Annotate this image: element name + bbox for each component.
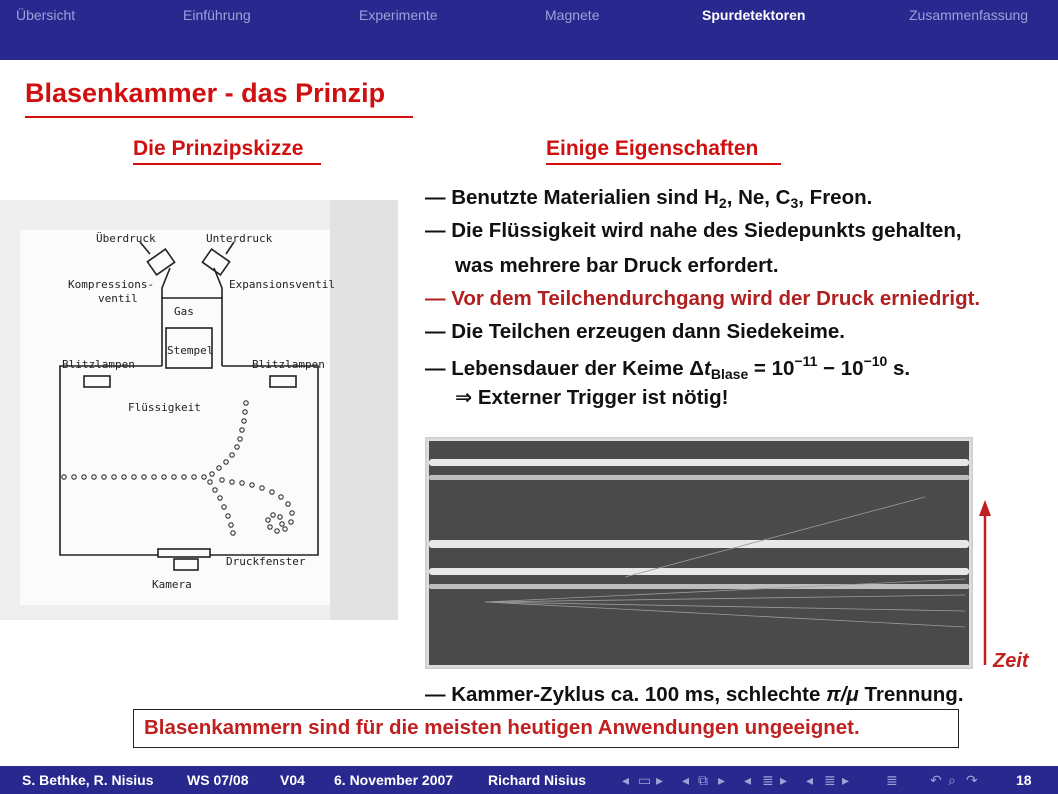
- footer-authors: S. Bethke, R. Nisius: [22, 772, 154, 788]
- label-compression-1: Kompressions-: [68, 278, 155, 291]
- nav-item-spurdetektoren[interactable]: Spurdetektoren: [702, 7, 806, 23]
- subscript-c3: 3: [790, 195, 799, 211]
- page-number: 18: [1016, 772, 1032, 788]
- nav-item-magnete[interactable]: Magnete: [545, 7, 600, 23]
- footer-bar: [0, 766, 1058, 794]
- section-icon[interactable]: ≣: [762, 772, 774, 788]
- photo-track-1: [429, 459, 969, 466]
- search-icon[interactable]: ⌕: [948, 772, 956, 788]
- left-heading-underline: [133, 163, 321, 165]
- photo-track-3: [429, 540, 969, 548]
- label-overpressure: Überdruck: [96, 232, 156, 245]
- label-underpressure: Unterdruck: [206, 232, 273, 245]
- right-heading-underline: [546, 163, 781, 165]
- lifetime-t: t: [704, 357, 711, 380]
- bullet-materials-mid: , Ne, C: [726, 186, 791, 209]
- nav-item-zusammenfassung[interactable]: Zusammenfassung: [909, 7, 1029, 23]
- lifetime-subscript: Blase: [710, 366, 749, 382]
- label-liquid: Flüssigkeit: [128, 401, 201, 414]
- lifetime-text: — Lebensdauer der Keime Δ: [425, 357, 705, 380]
- lifetime-minus: − 10: [817, 357, 864, 380]
- right-heading: Einige Eigenschaften: [546, 137, 759, 160]
- section-next-icon[interactable]: ▸: [780, 772, 788, 788]
- conclusion-text: Blasenkammern sind für die meisten heutigen Anwendungen ungeeignet.: [144, 716, 860, 739]
- nav-item-uebersicht[interactable]: Übersicht: [16, 7, 76, 23]
- time-arrow-icon: [975, 500, 995, 665]
- label-flash-right: Blitzlampen: [252, 358, 325, 371]
- bullet-materials-end: , Freon.: [798, 186, 873, 209]
- frame-icon[interactable]: ▭: [638, 772, 652, 788]
- label-compression-2: ventil: [98, 292, 138, 305]
- left-heading: Die Prinzipskizze: [133, 137, 304, 160]
- lifetime-exp2: −10: [863, 353, 888, 369]
- label-window: Druckfenster: [226, 555, 306, 568]
- part-icon[interactable]: ≣: [824, 772, 836, 788]
- frame-next-icon[interactable]: ▸: [656, 772, 664, 788]
- lifetime-eq: = 10: [748, 357, 795, 380]
- subscript-h2: 2: [718, 195, 727, 211]
- bullet-trigger: ⇒ Externer Trigger ist nötig!: [455, 386, 729, 409]
- top-navigation-bar: [0, 0, 1058, 60]
- section-prev-icon[interactable]: ◂: [744, 772, 752, 788]
- bullet-materials-text: — Benutzte Materialien sind H: [425, 186, 719, 209]
- lifetime-exp1: −11: [794, 353, 818, 369]
- cycle-end: Trennung.: [858, 683, 964, 706]
- bullet-pressure-drop: — Vor dem Teilchendurchgang wird der Druck erniedrigt.: [425, 287, 981, 310]
- footer-lecture: V04: [280, 772, 305, 788]
- back-icon[interactable]: ↶: [930, 772, 942, 788]
- footer-date: 6. November 2007: [334, 772, 454, 788]
- photo-track-2: [429, 475, 969, 480]
- subsection-next-icon[interactable]: ▸: [718, 772, 726, 788]
- document-icon[interactable]: ≣: [886, 772, 898, 788]
- forward-icon[interactable]: ↷: [966, 772, 978, 788]
- footer-presenter: Richard Nisius: [488, 772, 587, 788]
- photo-track-4: [429, 568, 969, 575]
- bullet-liquid-line1: — Die Flüssigkeit wird nahe des Siedepunkts gehalten,: [425, 219, 962, 242]
- title-underline: [25, 116, 413, 118]
- nav-item-einfuehrung[interactable]: Einführung: [183, 7, 251, 23]
- label-flash-left: Blitzlampen: [62, 358, 135, 371]
- nav-item-experimente[interactable]: Experimente: [359, 7, 438, 23]
- part-next-icon[interactable]: ▸: [842, 772, 850, 788]
- cycle-text: — Kammer-Zyklus ca. 100 ms, schlechte: [425, 683, 827, 706]
- bullet-materials: [425, 186, 872, 211]
- bullet-nucleation: — Die Teilchen erzeugen dann Siedekeime.: [425, 320, 845, 343]
- scan-margin: [330, 200, 398, 620]
- bubble-track-photo: [425, 437, 973, 669]
- frame-prev-icon[interactable]: ◂: [622, 772, 630, 788]
- part-prev-icon[interactable]: ◂: [806, 772, 814, 788]
- footer-semester: WS 07/08: [187, 772, 249, 788]
- slide-title: Blasenkammer - das Prinzip: [25, 78, 386, 108]
- bullet-cycle: [425, 683, 964, 707]
- time-label: Zeit: [993, 650, 1029, 672]
- cycle-math: π/μ: [826, 683, 859, 706]
- label-piston: Stempel: [167, 344, 214, 357]
- subsection-icon[interactable]: ⧉: [698, 772, 708, 788]
- photo-background: [429, 441, 969, 665]
- photo-track-5: [429, 584, 969, 589]
- subsection-prev-icon[interactable]: ◂: [682, 772, 690, 788]
- label-gas: Gas: [174, 305, 194, 318]
- label-expansion: Expansionsventil: [229, 278, 335, 291]
- bubble-chamber-diagram: [0, 190, 398, 620]
- bullet-liquid-line2: was mehrere bar Druck erfordert.: [455, 254, 779, 277]
- bullet-lifetime: [425, 353, 910, 382]
- conclusion-box: [133, 709, 959, 748]
- lifetime-unit: s.: [887, 357, 911, 380]
- label-camera: Kamera: [152, 578, 192, 591]
